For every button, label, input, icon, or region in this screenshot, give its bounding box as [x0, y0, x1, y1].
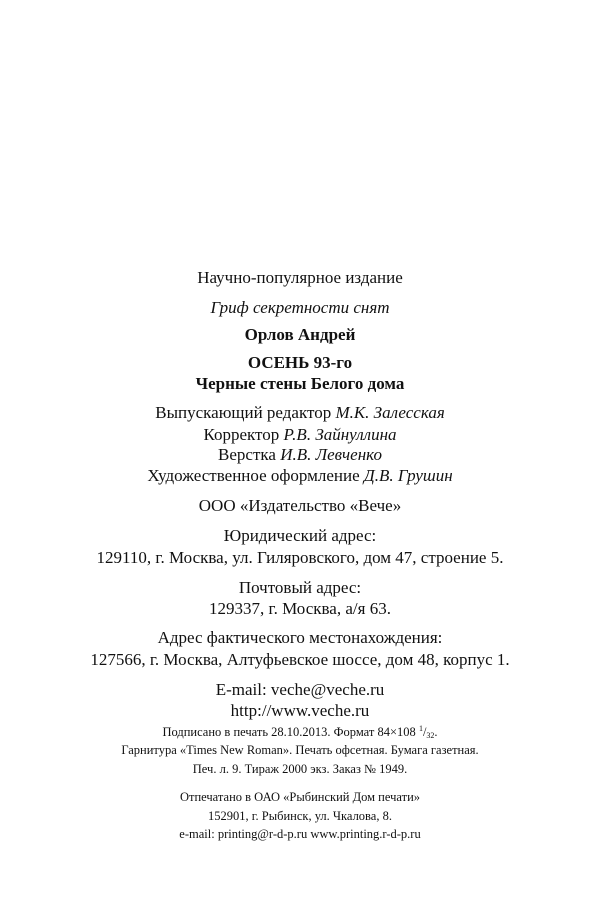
- printer-name: Отпечатано в ОАО «Рыбинский Дом печати»: [179, 790, 421, 804]
- credit-design: [0, 466, 600, 486]
- postal-address-label: Почтовый адрес:: [238, 578, 362, 597]
- format-denominator: 32: [426, 731, 435, 740]
- credit-role: Художественное оформление: [147, 466, 360, 485]
- credit-editor: [0, 403, 600, 423]
- imprint-typeface: Гарнитура «Times New Roman». Печать офсетная. Бумага газетная.: [121, 743, 479, 757]
- legal-address: 129110, г. Москва, ул. Гиляровского, дом 47, строение 5.: [96, 548, 504, 567]
- credit-person: М.К. Залесская: [335, 403, 445, 422]
- credit-proofreader: [0, 425, 600, 445]
- email-line: E-mail: veche@veche.ru: [215, 680, 385, 699]
- genre: Научно-популярное издание: [197, 268, 403, 287]
- imprint-signed: Подписано в печать 28.10.2013. Формат 84×108 $^1/_{32}$.: [162, 724, 438, 740]
- credit-person: Р.В. Зайнуллина: [283, 425, 397, 444]
- printer-address: 152901, г. Рыбинск, ул. Чкалова, 8.: [208, 809, 392, 823]
- postal-address: 129337, г. Москва, а/я 63.: [209, 599, 391, 618]
- credit-person: И.В. Левченко: [280, 445, 382, 464]
- imprint-signed-text: Подписано в печать 28.10.2013. Формат 84×108: [162, 725, 419, 739]
- publisher-name: ООО «Издательство «Вече»: [198, 496, 402, 515]
- credit-role: Корректор: [203, 425, 280, 444]
- imprint-print-run: Печ. л. 9. Тираж 2000 экз. Заказ № 1949.: [192, 762, 408, 776]
- credit-layout: [0, 445, 600, 465]
- actual-address-label: Адрес фактического местонахождения:: [157, 628, 443, 647]
- website-line: http://www.veche.ru: [230, 701, 370, 720]
- legal-address-label: Юридический адрес:: [223, 526, 377, 545]
- credit-role: Выпускающий редактор: [155, 403, 332, 422]
- author: Орлов Андрей: [244, 325, 356, 344]
- format-numerator: 1: [418, 724, 423, 733]
- credit-person: Д.В. Грушин: [363, 466, 453, 485]
- actual-address: 127566, г. Москва, Алтуфьевское шоссе, дом 48, корпус 1.: [90, 650, 510, 669]
- printer-contacts: e-mail: printing@r-d-p.ru www.printing.r-d-p.ru: [179, 827, 421, 841]
- series: Гриф секретности снят: [210, 298, 390, 317]
- book-subtitle: Черные стены Белого дома: [195, 374, 405, 393]
- book-title: ОСЕНЬ 93-го: [247, 353, 353, 372]
- credit-role: Верстка: [218, 445, 276, 464]
